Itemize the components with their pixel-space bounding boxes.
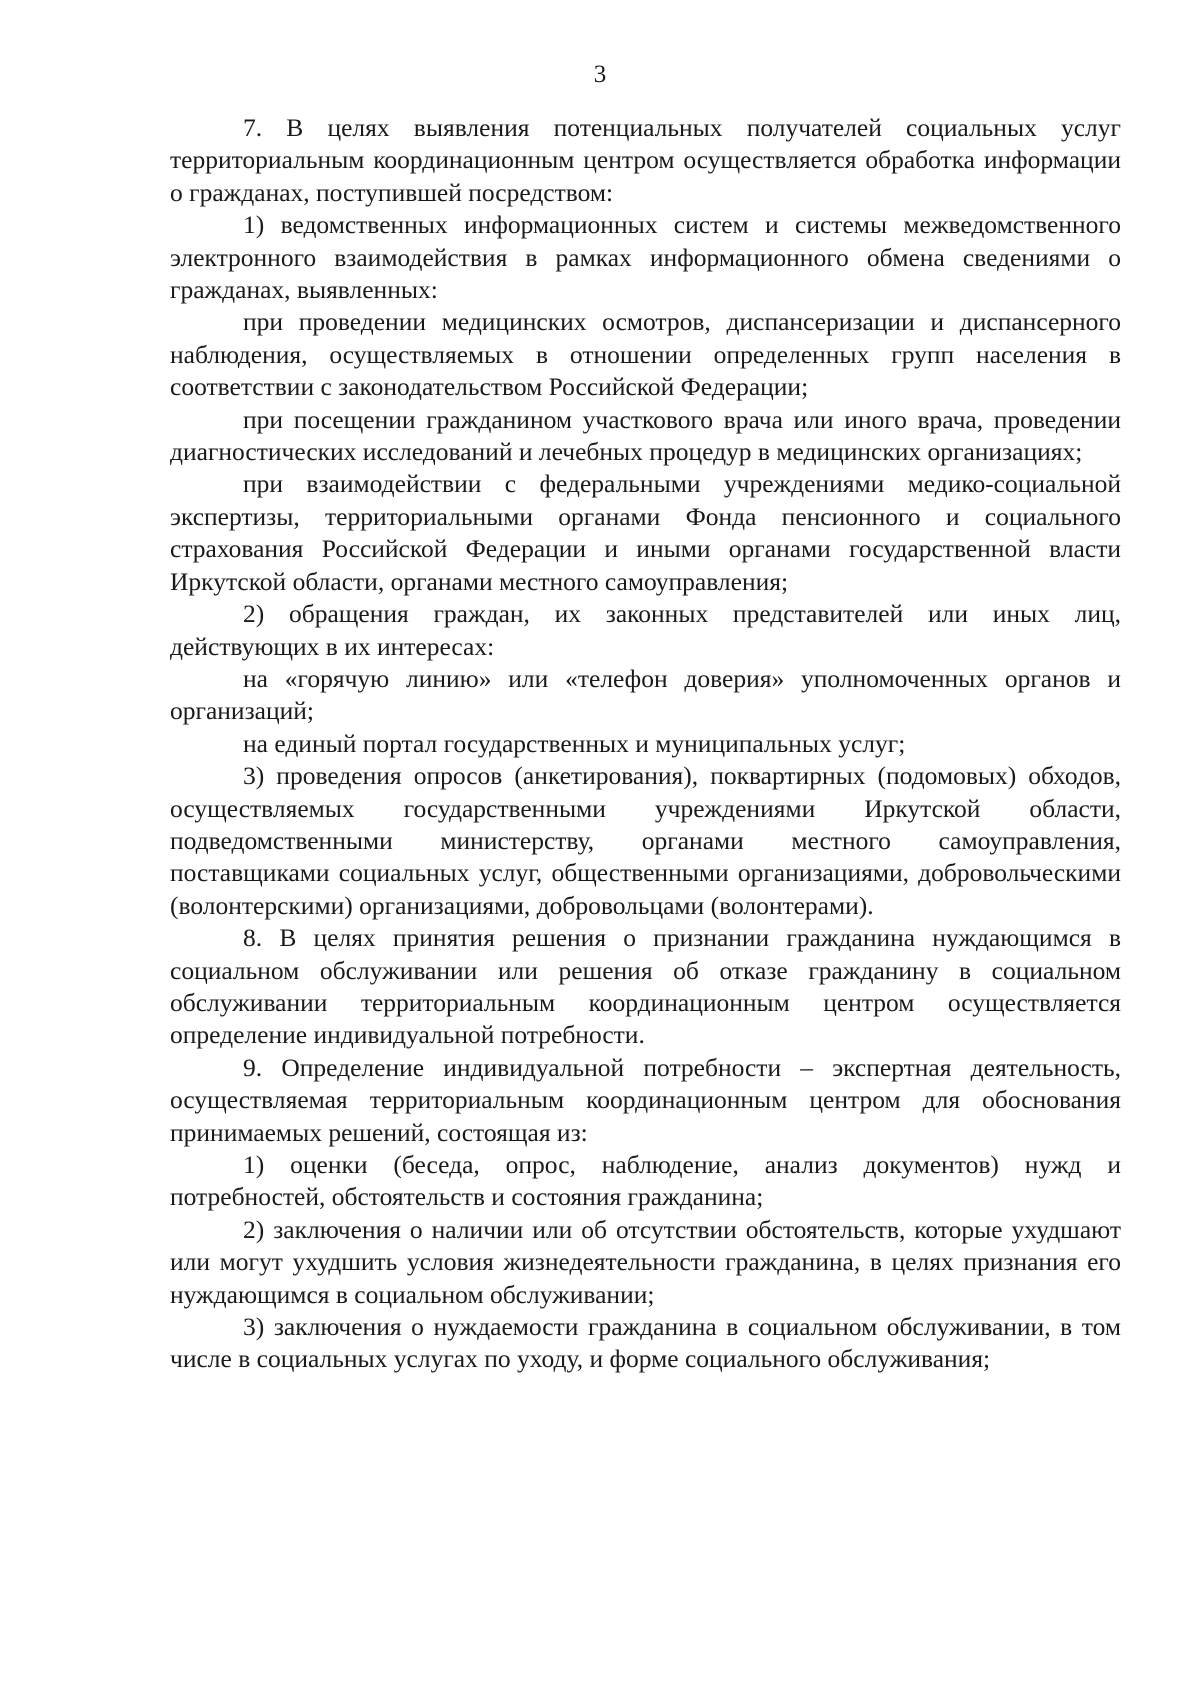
- paragraph-9-item-1: 1) оценки (беседа, опрос, наблюдение, анализ документов) нужд и потребностей, обстоятельств и состояния гражданина;: [170, 1150, 1121, 1212]
- paragraph-7-item-1-medical-exams: при проведении медицинских осмотров, диспансеризации и диспансерного наблюдения, осуществляемых в отношении определенных групп населения в соответствии с законодательством Российской Федерации;: [170, 307, 1121, 402]
- paragraph-7-item-1-interaction: при взаимодействии с федеральными учреждениями медико-социальной экспертизы, территориальными органами Фонда пенсионного и социального страхования Российской Федерации и иными органами государственной власти Иркутской области, органами местного самоуправления;: [170, 469, 1121, 596]
- paragraph-7-item-1: 1) ведомственных информационных систем и системы межведомственного электронного взаимодействия в рамках информационного обмена сведениями о гражданах, выявленных:: [170, 210, 1121, 305]
- paragraph-7-item-1-doctor-visits: при посещении гражданином участкового врача или иного врача, проведении диагностических исследований и лечебных процедур в медицинских организациях;: [170, 404, 1121, 467]
- paragraph-9-item-2: 2) заключения о наличии или об отсутствии обстоятельств, которые ухудшают или могут ухудшить условия жизнедеятельности гражданина, в целях признания его нуждающимся в социальном обслуживании;: [170, 1214, 1121, 1309]
- paragraph-9: 9. Определение индивидуальной потребности – экспертная деятельность, осуществляемая территориальным координационным центром для обоснования принимаемых решений, состоящая из:: [170, 1052, 1121, 1147]
- paragraph-7-item-2-hotline: на «горячую линию» или «телефон доверия» уполномоченных органов и организаций;: [170, 663, 1121, 726]
- document-body: [170, 112, 1121, 1376]
- paragraph-7-item-3: 3) проведения опросов (анкетирования), поквартирных (подомовых) обходов, осуществляемых государственными учреждениями Иркутской области, подведомственными министерству, органами местного самоуправления, поставщиками социальных услуг, общественными организациями, добровольческими (волонтерскими) организациями, добровольцами (волонтерами).: [170, 761, 1121, 920]
- paragraph-7: 7. В целях выявления потенциальных получателей социальных услуг территориальным координационным центром осуществляется обработка информации о гражданах, поступившей посредством:: [170, 113, 1121, 207]
- paragraph-7-item-2: 2) обращения граждан, их законных представителей или иных лиц, действующих в их интересах:: [170, 599, 1121, 661]
- paragraph-9-item-3: 3) заключения о нуждаемости гражданина в социальном обслуживании, в том числе в социальных услугах по уходу, и форме социального обслуживания;: [170, 1312, 1121, 1374]
- paragraph-8: 8. В целях принятия решения о признании гражданина нуждающимся в социальном обслуживании или решения об отказе гражданину в социальном обслуживании территориальным координационным центром осуществляется определение индивидуальной потребности.: [170, 923, 1121, 1050]
- paragraph-7-item-2-portal: на единый портал государственных и муниципальных услуг;: [243, 728, 906, 758]
- page-number: 3: [593, 61, 607, 88]
